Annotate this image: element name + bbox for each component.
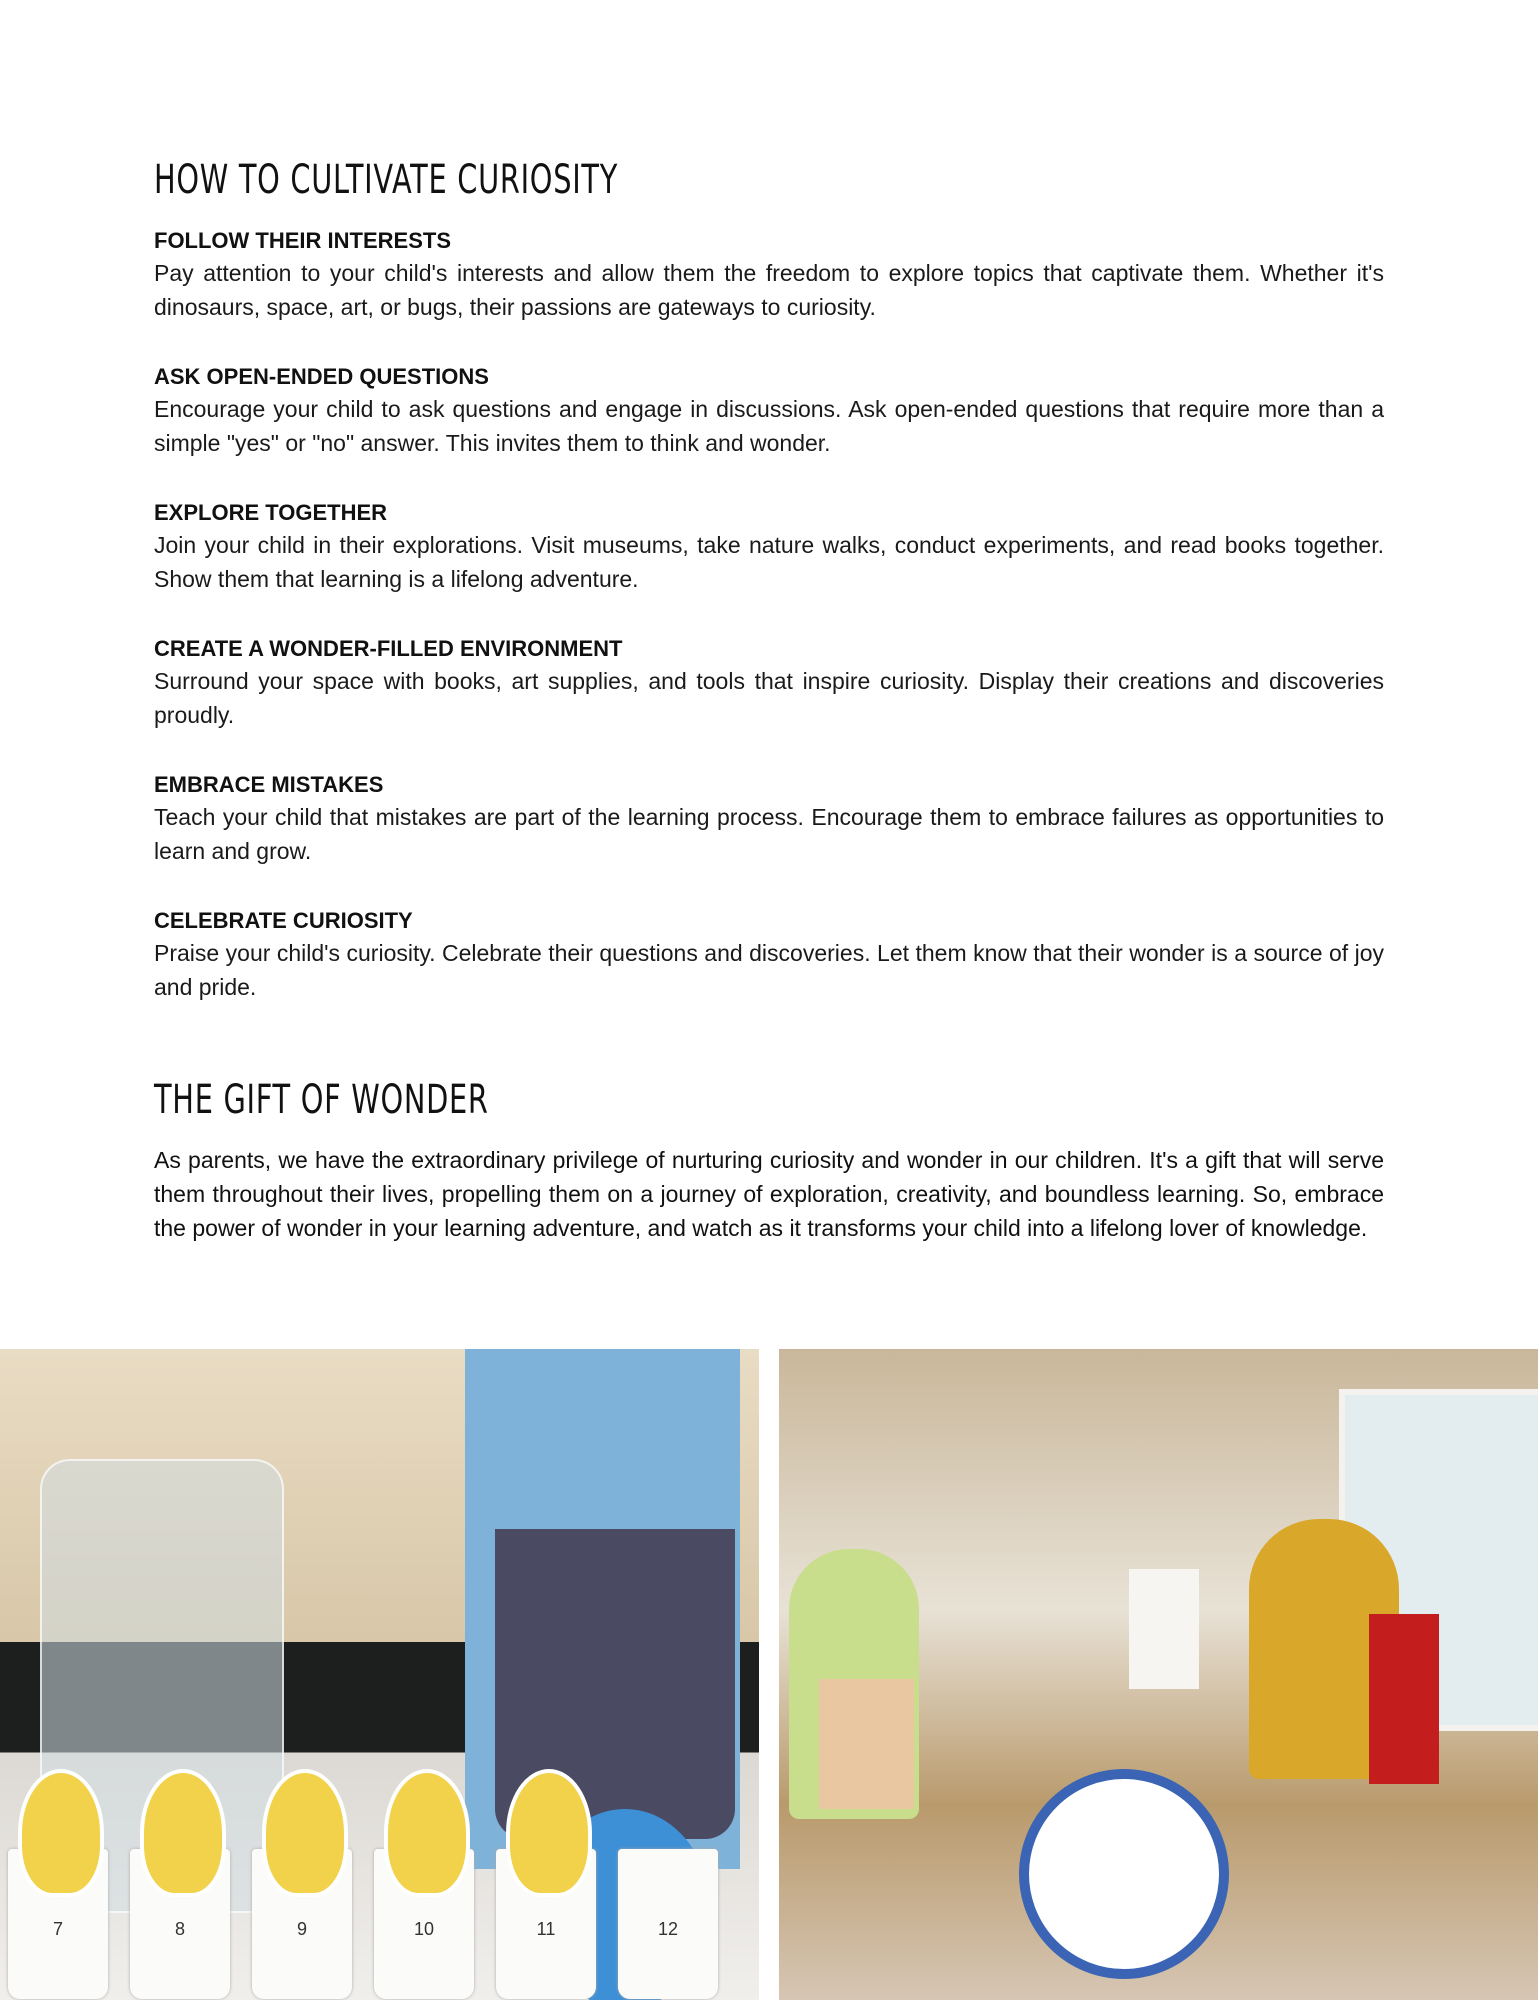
paper-cup: [618, 1849, 718, 1999]
egg-card: [262, 1769, 348, 1897]
photo-children-painting: [779, 1349, 1538, 2000]
cup-number: 8: [174, 1919, 185, 1939]
egg-card: [140, 1769, 226, 1897]
paper-cup: [252, 1849, 352, 1999]
section-wonder-environment: [154, 634, 1384, 732]
section-title: CREATE A WONDER-FILLED ENVIRONMENT: [154, 636, 623, 661]
section-celebrate-curiosity: [154, 906, 1384, 1004]
section-body: Join your child in their explorations. Visit museums, take nature walks, conduct experiments, and read books together. Show them that learning is a lifelong adventure.: [154, 532, 1384, 592]
cup-number: 7: [52, 1919, 63, 1939]
heading-cultivate-curiosity: HOW TO CULTIVATE CURIOSITY: [154, 157, 619, 203]
section-title: CELEBRATE CURIOSITY: [154, 908, 413, 933]
heading-gift-of-wonder: THE GIFT OF WONDER: [154, 1077, 489, 1123]
section-embrace-mistakes: [154, 770, 1384, 868]
calendar: [1129, 1569, 1199, 1689]
photo-science-display: [0, 1349, 759, 2000]
painted-box: [819, 1679, 914, 1809]
cup-number: 12: [657, 1919, 679, 1939]
section-body: Pay attention to your child's interests and allow them the freedom to explore topics that captivate them. Whether it's dinosaurs, space, art, or bugs, their passions are gateways to curiosity.: [154, 260, 1384, 320]
section-title: EMBRACE MISTAKES: [154, 772, 384, 797]
egg-card: [384, 1769, 470, 1897]
cup-number: 10: [413, 1919, 435, 1939]
section-title: EXPLORE TOGETHER: [154, 500, 388, 525]
section-follow-interests: [154, 226, 1384, 324]
section-title: ASK OPEN-ENDED QUESTIONS: [154, 364, 489, 389]
section-explore-together: [154, 498, 1384, 596]
section-title: FOLLOW THEIR INTERESTS: [154, 228, 451, 253]
section-open-ended-questions: [154, 362, 1384, 460]
paper-cup: [374, 1849, 474, 1999]
cup-number: 9: [296, 1919, 307, 1939]
egg-card: [506, 1769, 592, 1897]
egg-card: [18, 1769, 104, 1897]
closing-paragraph: As parents, we have the extraordinary privilege of nurturing curiosity and wonder in our children. It's a gift that will serve them throughout their lives, propelling them on a journey of exploration, creativity, and boundless learning. So, embrace the power of wonder in your learning adventure, and watch as it transforms your child into a lifelong lover of knowledge.: [154, 1147, 1384, 1241]
paper-plate: [1019, 1769, 1229, 1979]
section-body: Praise your child's curiosity. Celebrate their questions and discoveries. Let them know that their wonder is a source of joy and pride.: [154, 940, 1384, 1000]
section-body: Teach your child that mistakes are part of the learning process. Encourage them to embrace failures as opportunities to learn and grow.: [154, 804, 1384, 864]
section-body: Surround your space with books, art supplies, and tools that inspire curiosity. Display their creations and discoveries proudly.: [154, 668, 1384, 728]
section-body: Encourage your child to ask questions and engage in discussions. Ask open-ended questions that require more than a simple "yes" or "no" answer. This invites them to think and wonder.: [154, 396, 1384, 456]
paper-cup: [8, 1849, 108, 1999]
cup-number: 11: [536, 1919, 556, 1939]
red-box: [1369, 1614, 1439, 1784]
paper-cup: [130, 1849, 230, 1999]
paper-cup: [496, 1849, 596, 1999]
